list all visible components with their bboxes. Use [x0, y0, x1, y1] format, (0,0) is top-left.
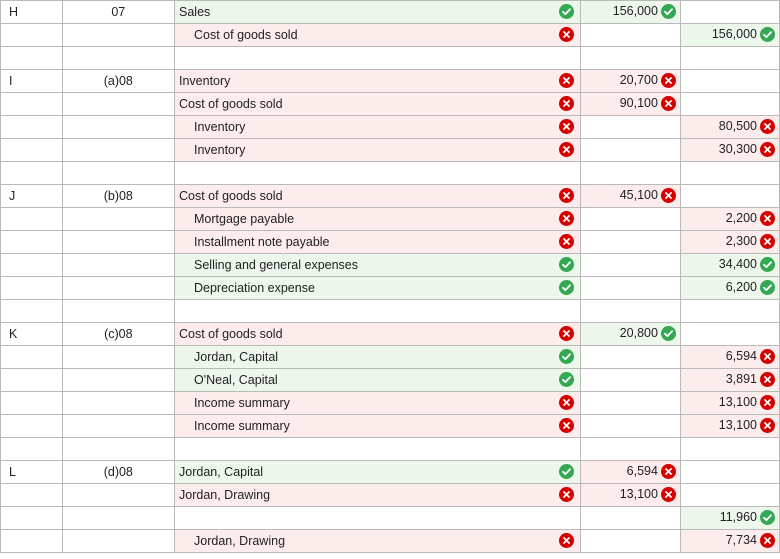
debit-cell[interactable]: [580, 185, 680, 208]
credit-value: 30,300: [718, 142, 757, 157]
date-cell: (a)08: [62, 70, 174, 93]
journal-row: [1, 507, 780, 530]
debit-cell[interactable]: [580, 346, 680, 369]
cross-icon: [760, 349, 775, 364]
account-cell[interactable]: [175, 438, 581, 461]
account-label: Cost of goods sold: [179, 327, 283, 341]
account-label: Jordan, Capital: [179, 465, 264, 479]
account-label: Installment note payable: [194, 235, 330, 249]
date-cell: [62, 300, 174, 323]
account-label: Jordan, Capital: [194, 350, 279, 364]
journal-row: [1, 392, 780, 415]
check-icon: [760, 257, 775, 272]
account-cell[interactable]: [175, 530, 581, 553]
check-icon: [760, 27, 775, 42]
account-cell[interactable]: [175, 461, 581, 484]
cross-icon: [559, 533, 574, 548]
entry-id-cell: [1, 139, 63, 162]
entry-id-cell: [1, 116, 63, 139]
debit-cell[interactable]: [580, 254, 680, 277]
journal-row: [1, 369, 780, 392]
credit-value: 13,100: [718, 418, 757, 433]
date-cell: (d)08: [62, 461, 174, 484]
credit-value: 34,400: [718, 257, 757, 272]
debit-cell[interactable]: [580, 231, 680, 254]
debit-value: 20,800: [619, 326, 658, 341]
cross-icon: [559, 96, 574, 111]
account-cell[interactable]: [175, 392, 581, 415]
debit-cell[interactable]: [580, 139, 680, 162]
account-cell[interactable]: [175, 24, 581, 47]
account-cell[interactable]: [175, 346, 581, 369]
credit-value: 3,891: [725, 372, 757, 387]
entry-id-cell: H: [1, 1, 63, 24]
account-label: Income summary: [194, 419, 290, 433]
cross-icon: [760, 142, 775, 157]
entry-id-cell: [1, 369, 63, 392]
account-cell[interactable]: [175, 254, 581, 277]
cross-icon: [661, 73, 676, 88]
cross-icon: [760, 211, 775, 226]
account-label: Selling and general expenses: [194, 258, 359, 272]
date-cell: (b)08: [62, 185, 174, 208]
entry-id-cell: [1, 208, 63, 231]
entry-id-cell: [1, 530, 63, 553]
date-cell: 07: [62, 1, 174, 24]
check-icon: [559, 257, 574, 272]
debit-value: 45,100: [619, 188, 658, 203]
date-cell: [62, 47, 174, 70]
cross-icon: [661, 487, 676, 502]
account-cell[interactable]: [175, 369, 581, 392]
credit-value: 11,960: [719, 510, 757, 525]
spacer-row: [1, 300, 780, 323]
date-cell: [62, 346, 174, 369]
journal-row: [1, 24, 780, 47]
account-cell[interactable]: [175, 93, 581, 116]
journal-body: [1, 1, 780, 553]
debit-value: 156,000: [612, 4, 658, 19]
cross-icon: [559, 395, 574, 410]
cross-icon: [760, 119, 775, 134]
account-label: Cost of goods sold: [179, 97, 283, 111]
spacer-row: [1, 438, 780, 461]
cross-icon: [559, 73, 574, 88]
account-label: Mortgage payable: [194, 212, 295, 226]
check-icon: [661, 4, 676, 19]
credit-cell[interactable]: [680, 323, 779, 346]
cross-icon: [559, 119, 574, 134]
cross-icon: [559, 211, 574, 226]
cross-icon: [559, 234, 574, 249]
account-cell[interactable]: [175, 415, 581, 438]
cross-icon: [559, 418, 574, 433]
entry-id-cell: [1, 507, 63, 530]
cross-icon: [559, 326, 574, 341]
date-cell: [62, 208, 174, 231]
credit-cell[interactable]: [680, 1, 779, 24]
date-cell: [62, 507, 174, 530]
credit-cell[interactable]: [680, 70, 779, 93]
account-cell[interactable]: [175, 231, 581, 254]
check-icon: [760, 510, 775, 525]
date-cell: [62, 438, 174, 461]
entry-id-cell: [1, 392, 63, 415]
credit-cell[interactable]: [680, 162, 779, 185]
credit-cell[interactable]: [680, 346, 779, 369]
cross-icon: [559, 487, 574, 502]
entry-id-cell: [1, 277, 63, 300]
debit-cell[interactable]: [580, 24, 680, 47]
credit-cell[interactable]: [680, 208, 779, 231]
cross-icon: [760, 234, 775, 249]
account-label: Cost of goods sold: [179, 189, 283, 203]
cross-icon: [760, 533, 775, 548]
debit-cell[interactable]: [580, 484, 680, 507]
debit-cell[interactable]: [580, 415, 680, 438]
account-label: Jordan, Drawing: [179, 488, 271, 502]
entry-id-cell: [1, 415, 63, 438]
credit-cell[interactable]: [680, 438, 779, 461]
cross-icon: [559, 27, 574, 42]
account-cell[interactable]: [175, 323, 581, 346]
entry-id-cell: [1, 300, 63, 323]
cross-icon: [559, 188, 574, 203]
credit-value: 2,200: [725, 211, 757, 226]
journal-row: [1, 530, 780, 553]
account-label: Inventory: [194, 143, 246, 157]
debit-cell[interactable]: [580, 323, 680, 346]
credit-cell[interactable]: [680, 47, 779, 70]
account-label: Inventory: [179, 74, 231, 88]
journal-row: [1, 461, 780, 484]
date-cell: [62, 231, 174, 254]
date-cell: [62, 392, 174, 415]
credit-value: 13,100: [718, 395, 757, 410]
account-cell[interactable]: [175, 507, 581, 530]
account-cell[interactable]: [175, 277, 581, 300]
debit-cell[interactable]: [580, 530, 680, 553]
debit-value: 90,100: [619, 96, 658, 111]
credit-cell[interactable]: [680, 392, 779, 415]
account-cell[interactable]: [175, 47, 581, 70]
date-cell: [62, 530, 174, 553]
date-cell: [62, 254, 174, 277]
entry-id-cell: I: [1, 70, 63, 93]
debit-cell[interactable]: [580, 47, 680, 70]
entry-id-cell: L: [1, 461, 63, 484]
check-icon: [559, 464, 574, 479]
credit-cell[interactable]: [680, 484, 779, 507]
credit-value: 7,734: [725, 533, 757, 548]
journal-row: [1, 1, 780, 24]
debit-cell[interactable]: [580, 300, 680, 323]
cross-icon: [760, 395, 775, 410]
check-icon: [559, 349, 574, 364]
date-cell: [62, 116, 174, 139]
account-label: Sales: [179, 5, 211, 19]
account-cell[interactable]: [175, 484, 581, 507]
journal-row: [1, 484, 780, 507]
journal-row: [1, 185, 780, 208]
debit-cell[interactable]: [580, 93, 680, 116]
credit-cell[interactable]: [680, 530, 779, 553]
date-cell: [62, 162, 174, 185]
date-cell: [62, 277, 174, 300]
credit-cell[interactable]: [680, 461, 779, 484]
date-cell: [62, 24, 174, 47]
cross-icon: [760, 418, 775, 433]
journal-row: [1, 277, 780, 300]
account-label: Jordan, Drawing: [194, 534, 286, 548]
cross-icon: [661, 188, 676, 203]
entry-id-cell: [1, 254, 63, 277]
debit-cell[interactable]: [580, 208, 680, 231]
cross-icon: [661, 96, 676, 111]
debit-cell[interactable]: [580, 507, 680, 530]
entry-id-cell: [1, 484, 63, 507]
credit-cell[interactable]: [680, 369, 779, 392]
credit-value: 156,000: [711, 27, 757, 42]
account-cell[interactable]: [175, 162, 581, 185]
entry-id-cell: [1, 93, 63, 116]
account-label: Inventory: [194, 120, 246, 134]
entry-id-cell: [1, 438, 63, 461]
spacer-row: [1, 47, 780, 70]
entry-id-cell: [1, 47, 63, 70]
journal-row: [1, 116, 780, 139]
account-label: Depreciation expense: [194, 281, 315, 295]
check-icon: [559, 372, 574, 387]
account-cell[interactable]: [175, 116, 581, 139]
debit-value: 6,594: [626, 464, 658, 479]
journal-row: [1, 70, 780, 93]
entry-id-cell: [1, 24, 63, 47]
account-cell[interactable]: [175, 139, 581, 162]
journal-row: [1, 139, 780, 162]
account-cell[interactable]: [175, 300, 581, 323]
credit-cell[interactable]: [680, 507, 779, 530]
date-cell: [62, 369, 174, 392]
journal-row: [1, 254, 780, 277]
credit-cell[interactable]: [680, 415, 779, 438]
entry-id-cell: J: [1, 185, 63, 208]
credit-value: 80,500: [718, 119, 757, 134]
debit-cell[interactable]: [580, 438, 680, 461]
credit-cell[interactable]: [680, 300, 779, 323]
date-cell: (c)08: [62, 323, 174, 346]
cross-icon: [559, 142, 574, 157]
cross-icon: [661, 464, 676, 479]
entry-id-cell: [1, 346, 63, 369]
journal-row: [1, 415, 780, 438]
account-cell[interactable]: [175, 208, 581, 231]
credit-cell[interactable]: [680, 93, 779, 116]
journal-row: [1, 346, 780, 369]
debit-cell[interactable]: [580, 277, 680, 300]
credit-cell[interactable]: [680, 254, 779, 277]
account-cell[interactable]: [175, 70, 581, 93]
credit-value: 2,300: [725, 234, 757, 249]
account-label: Cost of goods sold: [194, 28, 298, 42]
date-cell: [62, 93, 174, 116]
cross-icon: [760, 372, 775, 387]
journal-row: [1, 231, 780, 254]
spacer-row: [1, 162, 780, 185]
journal-row: [1, 93, 780, 116]
credit-value: 6,200: [725, 280, 757, 295]
journal-row: [1, 208, 780, 231]
date-cell: [62, 484, 174, 507]
debit-cell[interactable]: [580, 116, 680, 139]
check-icon: [559, 280, 574, 295]
credit-cell[interactable]: [680, 24, 779, 47]
account-label: Income summary: [194, 396, 290, 410]
debit-cell[interactable]: [580, 162, 680, 185]
debit-value: 20,700: [619, 73, 658, 88]
debit-value: 13,100: [619, 487, 658, 502]
date-cell: [62, 139, 174, 162]
account-cell[interactable]: [175, 1, 581, 24]
debit-cell[interactable]: [580, 1, 680, 24]
credit-cell[interactable]: [680, 185, 779, 208]
journal-row: [1, 323, 780, 346]
check-icon: [661, 326, 676, 341]
credit-value: 6,594: [725, 349, 757, 364]
date-cell: [62, 415, 174, 438]
account-label: O'Neal, Capital: [194, 373, 278, 387]
debit-cell[interactable]: [580, 392, 680, 415]
credit-cell[interactable]: [680, 277, 779, 300]
credit-cell[interactable]: [680, 231, 779, 254]
check-icon: [760, 280, 775, 295]
debit-cell[interactable]: [580, 70, 680, 93]
credit-cell[interactable]: [680, 116, 779, 139]
entry-id-cell: K: [1, 323, 63, 346]
debit-cell[interactable]: [580, 461, 680, 484]
check-icon: [559, 4, 574, 19]
credit-cell[interactable]: [680, 139, 779, 162]
account-cell[interactable]: [175, 185, 581, 208]
entry-id-cell: [1, 231, 63, 254]
debit-cell[interactable]: [580, 369, 680, 392]
entry-id-cell: [1, 162, 63, 185]
